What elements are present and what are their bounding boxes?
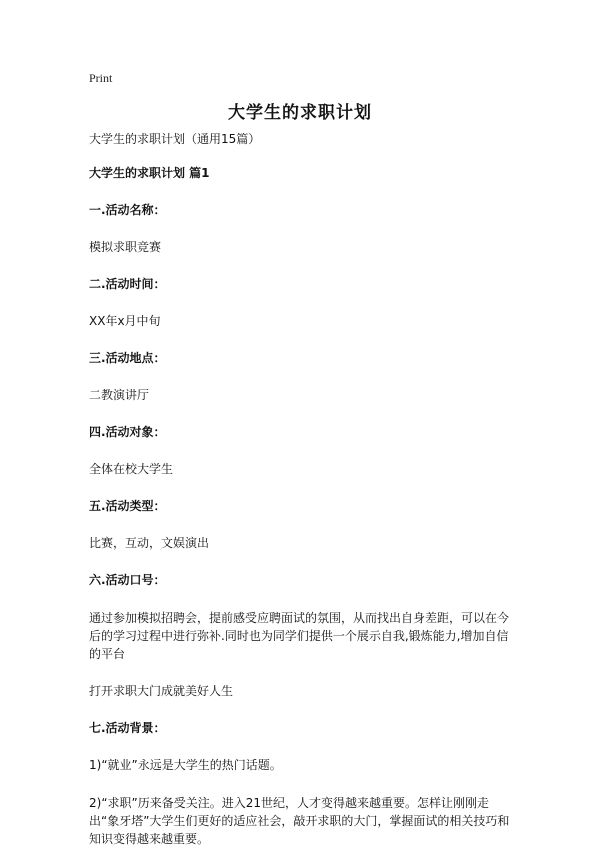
text-activity-name: 模拟求职竞赛	[89, 240, 162, 254]
document-title: 大学生的求职计划	[228, 103, 372, 123]
text-activity-time: XX年x月中旬	[89, 314, 161, 328]
text-activity-background-2: 2)“求职”历来备受关注。进入21世纪，人才变得越来越重要。怎样让刚刚走出“象牙塔”大学生们更好的适应社会，敲开求职的大门，掌握面试的相关技巧和知识变得越来越重要。	[89, 796, 510, 846]
text-activity-background-1: 1)“就业”永远是大学生的热门话题。	[89, 758, 282, 772]
document-body	[89, 131, 513, 868]
heading-activity-audience: 四.活动对象：	[89, 425, 166, 439]
heading-activity-time: 二.活动时间：	[89, 277, 166, 291]
text-activity-slogan-line: 打开求职大门成就美好人生	[89, 684, 234, 698]
text-activity-type: 比赛，互动，文娱演出	[89, 536, 210, 550]
heading-activity-type: 五.活动类型：	[89, 499, 166, 513]
section-title: 大学生的求职计划 篇1	[89, 166, 210, 180]
heading-activity-location: 三.活动地点：	[89, 351, 166, 365]
text-activity-slogan: 通过参加模拟招聘会，提前感受应聘面试的氛围，从而找出自身差距，可以在今后的学习过程中进行弥补.同时也为同学们提供一个展示自我,锻炼能力,增加自信的平台	[89, 611, 510, 661]
text-activity-location: 二教演讲厅	[89, 388, 150, 402]
heading-activity-background: 七.活动背景：	[89, 721, 166, 735]
heading-activity-slogan: 六.活动口号：	[89, 573, 166, 587]
text-activity-audience: 全体在校大学生	[89, 462, 174, 476]
document-subtitle: 大学生的求职计划（通用15篇）	[89, 132, 261, 146]
heading-activity-name: 一.活动名称：	[89, 203, 166, 217]
print-label[interactable]: Print	[89, 71, 113, 85]
